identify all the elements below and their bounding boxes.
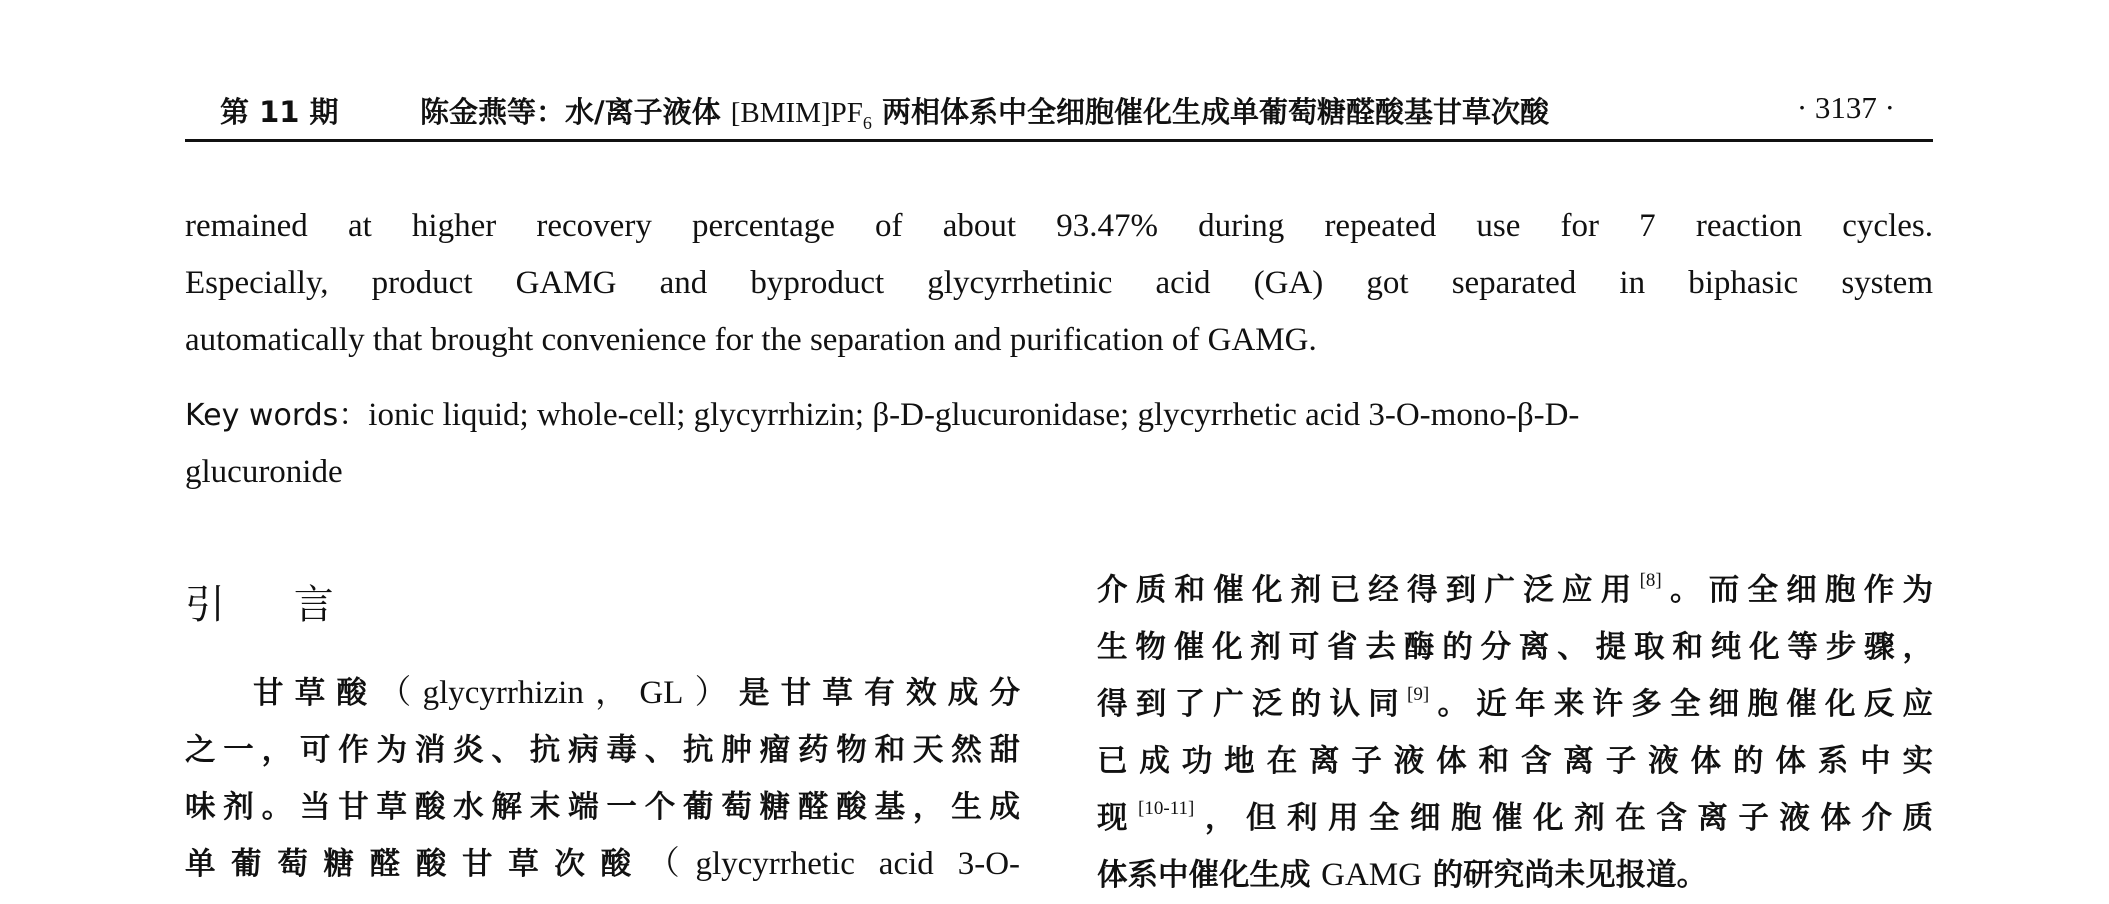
running-title — [420, 90, 1549, 134]
right-line-5-cn-a: 现 — [1097, 801, 1139, 836]
keywords-line-2: glucuronide — [185, 454, 343, 490]
running-title-cn-2: 两相体系中全细胞催化生成单葡萄糖醛酸基甘草次酸 — [871, 95, 1549, 129]
right-line-4: 已成功地在离子液体和含离子液体的体系中实 — [1097, 744, 1933, 779]
intro-line-4-cn: 单葡萄糖醛酸甘草次酸 — [185, 847, 647, 882]
abstract-line-1: remained at higher recovery percentage of about 93.47% during repeated use for 7 reaction cycles. — [185, 208, 1933, 244]
intro-line-3: 味剂。当甘草酸水解末端一个葡萄糖醛酸基，生成 — [185, 790, 1020, 825]
right-line-6 — [1097, 847, 1933, 904]
keywords-label: Key words： — [185, 398, 369, 433]
right-column — [1097, 562, 1933, 904]
right-line-6-cn-b: 的研究尚未见报道。 — [1421, 858, 1708, 893]
citation-10-11: [10-11] — [1138, 798, 1195, 819]
abstract-line-2: Especially, product GAMG and byproduct glycyrrhetinic acid (GA) got separated in biphasic system — [185, 265, 1933, 301]
keywords-text-1: ionic liquid; whole-cell; glycyrrhizin; β-D-glucuronidase; glycyrrhetic acid 3-O-mono-β-D- — [368, 397, 1580, 433]
running-header — [185, 84, 1933, 142]
running-title-subscript: 6 — [862, 112, 872, 133]
english-abstract — [185, 198, 1933, 369]
intro-line-1-latin: （glycyrrhizin，GL） — [378, 675, 739, 711]
intro-line-1-cn-a: 甘草酸 — [253, 676, 379, 711]
section-title-introduction: 引 言 — [185, 582, 362, 628]
intro-line-1-cn-b: 是甘草有效成分 — [738, 676, 1020, 711]
issue-number: 第 11 期 — [220, 95, 339, 129]
right-line-3-cn-b: 。近年来许多全细胞催化反应 — [1429, 687, 1934, 722]
running-title-cn-1: 陈金燕等：水/离子液体 — [420, 95, 731, 129]
key-words — [185, 387, 1933, 501]
left-column — [185, 575, 1020, 893]
right-line-3 — [1097, 676, 1933, 733]
right-line-2: 生物催化剂可省去酶的分离、提取和纯化等步骤， — [1097, 630, 1933, 665]
right-line-1 — [1097, 562, 1933, 619]
right-line-3-cn-a: 得到了广泛的认同 — [1097, 687, 1408, 722]
keywords-line-1 — [185, 387, 1933, 444]
running-title-latin: [BMIM]PF — [730, 97, 863, 129]
right-line-6-latin: GAMG — [1321, 857, 1422, 893]
right-line-5 — [1097, 790, 1933, 847]
citation-9: [9] — [1407, 684, 1430, 705]
right-line-1-cn-b: 。而全细胞作为 — [1661, 573, 1933, 608]
intro-line-4 — [185, 836, 1020, 893]
page-number: · 3137 · — [1796, 90, 1895, 125]
intro-line-1 — [185, 665, 1020, 722]
intro-line-4-latin: （glycyrrhetic acid 3-O- — [646, 846, 1021, 882]
citation-8: [8] — [1639, 570, 1662, 591]
intro-line-2: 之一，可作为消炎、抗病毒、抗肿瘤药物和天然甜 — [185, 733, 1020, 768]
right-line-6-cn-a: 体系中催化生成 — [1097, 858, 1322, 893]
right-line-5-cn-b: ，但利用全细胞催化剂在含离子液体介质 — [1194, 801, 1934, 836]
abstract-line-3: automatically that brought convenience for the separation and purification of GAMG. — [185, 322, 1317, 358]
right-line-1-cn-a: 介质和催化剂已经得到广泛应用 — [1097, 573, 1640, 608]
